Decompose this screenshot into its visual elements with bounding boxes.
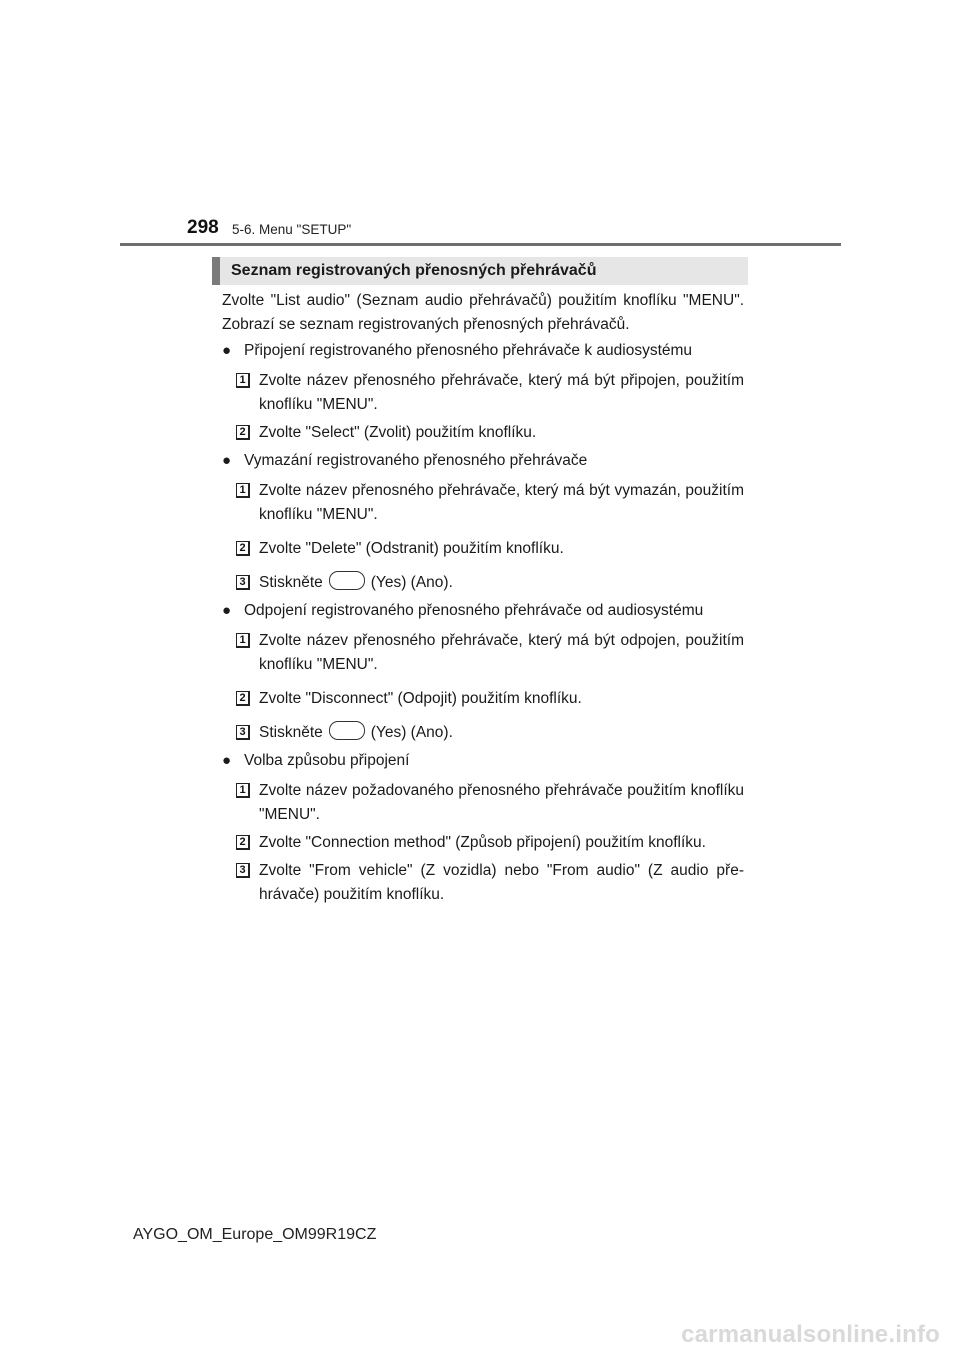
step-item	[222, 779, 744, 827]
step-text: Zvolte "Delete" (Odstranit) použitím knoflíku.	[259, 540, 564, 557]
bullet-item	[222, 749, 744, 773]
step-item	[222, 421, 744, 445]
bullet-title: Vymazání registrovaného přenosného přehrávače	[244, 452, 588, 469]
step-number-icon: 2	[236, 541, 250, 556]
step-number-icon: 3	[236, 725, 250, 740]
yes-button-icon	[329, 721, 365, 740]
step-text: Zvolte název přenosného přehrávače, který má být odpojen, použitím knoflíku "MENU".	[259, 632, 744, 673]
bullet-title: Volba způsobu připojení	[244, 752, 410, 769]
step-text: Zvolte "Select" (Zvolit) použitím knoflíku.	[259, 424, 537, 441]
step-number-icon: 2	[236, 425, 250, 440]
step-item	[222, 571, 744, 595]
step-item	[222, 859, 744, 907]
header-rule	[120, 243, 841, 246]
step-text-before: Stiskněte	[259, 724, 323, 741]
bullet-icon: ●	[222, 752, 232, 769]
step-text-before: Stiskněte	[259, 574, 323, 591]
step-text-after: (Yes) (Ano).	[370, 724, 453, 741]
step-number-icon: 2	[236, 691, 250, 706]
step-number-icon: 2	[236, 835, 250, 850]
step-number-icon: 3	[236, 575, 250, 590]
page-content	[222, 289, 744, 911]
bullet-icon: ●	[222, 342, 232, 359]
step-item	[222, 479, 744, 527]
step-text: Zvolte "From vehicle" (Z vozidla) nebo "From audio" (Z audio přehrávače) použitím knoflíku.	[259, 862, 744, 903]
bullet-title: Odpojení registrovaného přenosného přehrávače od audiosystému	[244, 602, 704, 619]
step-text-after: (Yes) (Ano).	[370, 574, 453, 591]
bullet-item	[222, 449, 744, 473]
step-text: Zvolte název požadovaného přenosného přehrávače použitím knoflíku "MENU".	[259, 782, 744, 823]
yes-button-icon	[329, 571, 365, 590]
step-number-icon: 3	[236, 863, 250, 878]
step-text: Zvolte "Connection method" (Způsob připojení) použitím knoflíku.	[259, 834, 706, 851]
step-number-icon: 1	[236, 783, 250, 798]
step-item	[222, 831, 744, 855]
step-number-icon: 1	[236, 483, 250, 498]
step-number-icon: 1	[236, 633, 250, 648]
step-text: Zvolte název přenosného přehrávače, který má být vymazán, použitím knoflíku "MENU".	[259, 482, 744, 523]
intro-paragraph: Zvolte "List audio" (Seznam audio přehrávačů) použitím knoflíku "MENU". Zobrazí se seznam registrovaných přenosných přehrávačů.	[222, 292, 744, 333]
bullet-icon: ●	[222, 452, 232, 469]
section-heading: Seznam registrovaných přenosných přehrávačů	[212, 257, 748, 285]
step-text: Zvolte název přenosného přehrávače, který má být připojen, použitím knoflíku "MENU".	[259, 372, 744, 413]
bullet-title: Připojení registrovaného přenosného přehrávače k audiosystému	[244, 342, 693, 359]
bullet-icon: ●	[222, 602, 232, 619]
page-number: 298	[187, 217, 219, 238]
step-item	[222, 721, 744, 745]
step-number-icon: 1	[236, 373, 250, 388]
footer-code: AYGO_OM_Europe_OM99R19CZ	[133, 1226, 377, 1243]
section-label: 5-6. Menu "SETUP"	[232, 222, 352, 237]
step-item	[222, 629, 744, 677]
step-item	[222, 537, 744, 561]
watermark: carmanualsonline.info	[681, 1321, 940, 1348]
step-item	[222, 687, 744, 711]
bullet-item	[222, 339, 744, 363]
step-item	[222, 369, 744, 417]
step-text: Zvolte "Disconnect" (Odpojit) použitím knoflíku.	[259, 690, 582, 707]
bullet-item	[222, 599, 744, 623]
